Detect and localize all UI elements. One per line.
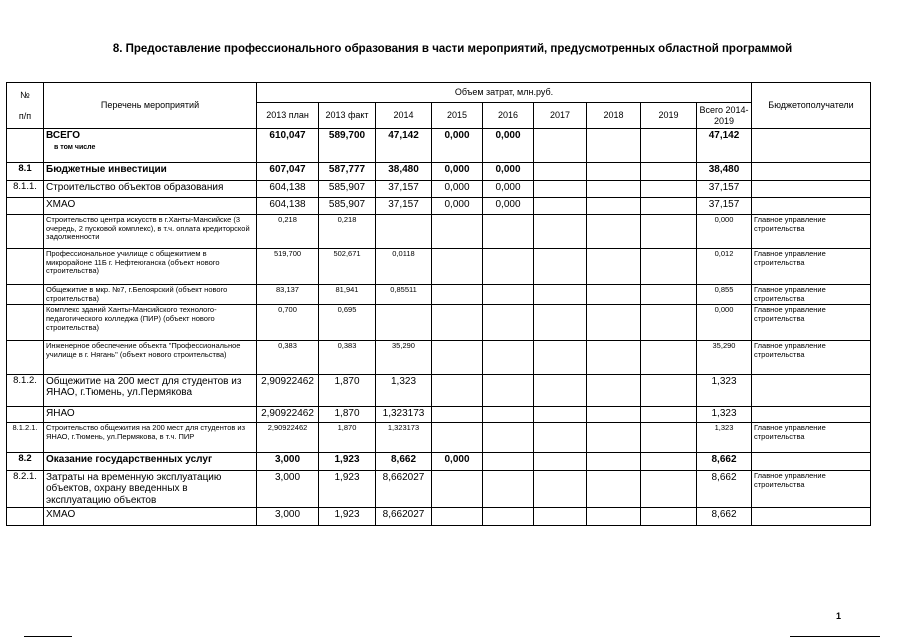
row-name: [44, 215, 257, 249]
value-cell: [534, 249, 587, 285]
row-name: [44, 181, 257, 198]
value-cell: [376, 215, 432, 249]
value-cell: [483, 407, 534, 423]
table-row: [7, 471, 871, 508]
row-name: [44, 375, 257, 407]
value-cell: 3,000: [257, 453, 319, 471]
table-row: [7, 375, 871, 407]
value-cell: [534, 215, 587, 249]
value-cell: [534, 341, 587, 375]
value-cell: 0,218: [319, 215, 376, 249]
value-cell: [641, 507, 697, 525]
row-name: [44, 507, 257, 525]
value-cell: [641, 198, 697, 215]
row-name-text: Оказание государственных услуг: [46, 454, 213, 466]
row-number: 8.1.2.: [7, 375, 44, 407]
value-cell: 0,000: [697, 215, 752, 249]
col-header-year: 2013 план: [257, 103, 319, 129]
value-cell: 610,047: [257, 129, 319, 163]
value-cell: [483, 453, 534, 471]
col-header-recipients: Бюджетополучатели: [752, 83, 871, 129]
table-row: [7, 407, 871, 423]
col-header-list: Перечень мероприятий: [44, 83, 257, 129]
value-cell: [587, 507, 641, 525]
row-name: [44, 198, 257, 215]
recipient-cell: [752, 407, 871, 423]
value-cell: 1,323: [376, 375, 432, 407]
footer-rule-left: [24, 636, 72, 637]
value-cell: [641, 249, 697, 285]
value-cell: [483, 285, 534, 305]
value-cell: 8,662: [697, 453, 752, 471]
value-cell: 8,662: [376, 453, 432, 471]
row-name: [44, 305, 257, 341]
row-name-text: Строительство центра искусств в г.Ханты-Мансийске (3 очередь, 2 пусковой комплекс), в т.ч. оплата кредиторской задолженности: [46, 215, 250, 242]
value-cell: [534, 375, 587, 407]
value-cell: [587, 129, 641, 163]
value-cell: [432, 249, 483, 285]
value-cell: 1,870: [319, 407, 376, 423]
row-number: [7, 198, 44, 215]
table-row: [7, 341, 871, 375]
value-cell: [534, 305, 587, 341]
value-cell: 0,000: [432, 181, 483, 198]
value-cell: 3,000: [257, 471, 319, 508]
col-header-year: 2019: [641, 103, 697, 129]
value-cell: [483, 423, 534, 453]
row-name: [44, 129, 257, 163]
row-number: 8.1: [7, 163, 44, 181]
value-cell: 37,157: [697, 198, 752, 215]
value-cell: [641, 407, 697, 423]
value-cell: 37,157: [697, 181, 752, 198]
value-cell: 2,90922462: [257, 423, 319, 453]
expenditure-table: [6, 82, 871, 526]
value-cell: 0,000: [483, 198, 534, 215]
value-cell: 1,870: [319, 423, 376, 453]
col-header-num: [7, 83, 44, 129]
table-row: [7, 198, 871, 215]
row-number: [7, 249, 44, 285]
col-header-year: 2014: [376, 103, 432, 129]
value-cell: 0,000: [483, 163, 534, 181]
num-label-top: №: [20, 90, 30, 101]
value-cell: 38,480: [697, 163, 752, 181]
col-header-year: 2017: [534, 103, 587, 129]
value-cell: [483, 341, 534, 375]
row-name: [44, 407, 257, 423]
value-cell: [641, 181, 697, 198]
row-name-text: Бюджетные инвестиции: [46, 164, 167, 175]
recipient-cell: [752, 198, 871, 215]
row-name: [44, 423, 257, 453]
value-cell: [587, 181, 641, 198]
value-cell: [534, 129, 587, 163]
value-cell: [587, 471, 641, 508]
value-cell: [587, 305, 641, 341]
value-cell: [641, 163, 697, 181]
value-cell: [483, 375, 534, 407]
row-number: [7, 507, 44, 525]
row-name-text: ЯНАО: [46, 408, 75, 420]
value-cell: [534, 423, 587, 453]
table-row: [7, 423, 871, 453]
value-cell: 0,000: [697, 305, 752, 341]
col-header-year: Всего 2014-2019: [697, 103, 752, 129]
value-cell: 0,85511: [376, 285, 432, 305]
table-row: [7, 129, 871, 163]
row-name: [44, 163, 257, 181]
value-cell: 47,142: [376, 129, 432, 163]
row-name-text: ХМАО: [46, 199, 76, 210]
value-cell: [641, 215, 697, 249]
row-name: [44, 453, 257, 471]
value-cell: 0,0118: [376, 249, 432, 285]
recipient-cell: [752, 163, 871, 181]
row-name: [44, 471, 257, 508]
row-subtitle: в том числе: [54, 144, 96, 152]
value-cell: [641, 285, 697, 305]
value-cell: 1,323: [697, 407, 752, 423]
value-cell: [641, 471, 697, 508]
table-row: [7, 453, 871, 471]
value-cell: [534, 163, 587, 181]
num-label-bottom: п/п: [18, 110, 32, 121]
value-cell: [534, 471, 587, 508]
row-number: [7, 407, 44, 423]
row-number: [7, 129, 44, 163]
value-cell: [534, 453, 587, 471]
row-number: [7, 215, 44, 249]
row-name: [44, 285, 257, 305]
value-cell: 0,218: [257, 215, 319, 249]
value-cell: [483, 249, 534, 285]
recipient-cell: [752, 129, 871, 163]
value-cell: [587, 453, 641, 471]
table-row: [7, 249, 871, 285]
value-cell: 585,907: [319, 198, 376, 215]
value-cell: [432, 407, 483, 423]
value-cell: [587, 423, 641, 453]
value-cell: [483, 305, 534, 341]
value-cell: 2,90922462: [257, 407, 319, 423]
value-cell: [432, 305, 483, 341]
row-number: 8.2.1.: [7, 471, 44, 508]
recipient-cell: [752, 181, 871, 198]
table-row: [7, 507, 871, 525]
value-cell: 0,695: [319, 305, 376, 341]
value-cell: [432, 341, 483, 375]
value-cell: [432, 375, 483, 407]
value-cell: [587, 249, 641, 285]
value-cell: 1,923: [319, 507, 376, 525]
row-name: [44, 249, 257, 285]
value-cell: [641, 375, 697, 407]
value-cell: [587, 215, 641, 249]
col-header-cost: Объем затрат, млн.руб.: [257, 83, 752, 103]
value-cell: 0,012: [697, 249, 752, 285]
value-cell: 604,138: [257, 198, 319, 215]
value-cell: [483, 215, 534, 249]
recipient-cell: [752, 507, 871, 525]
value-cell: 37,157: [376, 198, 432, 215]
row-name-text: Профессиональное училище с общежитием в микрорайоне 11Б г. Нефтеюганска (объект нового строительства): [46, 249, 220, 276]
value-cell: [432, 215, 483, 249]
recipient-cell: Главное управление строительства: [752, 305, 871, 341]
recipient-cell: [752, 453, 871, 471]
table-row: [7, 181, 871, 198]
row-number: [7, 341, 44, 375]
value-cell: [483, 471, 534, 508]
value-cell: [641, 129, 697, 163]
recipient-cell: [752, 375, 871, 407]
recipient-cell: Главное управление строительства: [752, 471, 871, 508]
value-cell: 0,000: [483, 181, 534, 198]
value-cell: 1,870: [319, 375, 376, 407]
value-cell: 607,047: [257, 163, 319, 181]
value-cell: 8,662: [697, 471, 752, 508]
value-cell: [432, 285, 483, 305]
value-cell: 0,000: [432, 453, 483, 471]
table-row: [7, 163, 871, 181]
row-name-text: Строительство общежития на 200 мест для студентов из ЯНАО, г.Тюмень, ул.Пермякова, в т.ч. ПИР: [46, 423, 246, 441]
value-cell: 8,662: [697, 507, 752, 525]
value-cell: 1,923: [319, 471, 376, 508]
recipient-cell: Главное управление строительства: [752, 423, 871, 453]
value-cell: [587, 341, 641, 375]
value-cell: 37,157: [376, 181, 432, 198]
row-name-text: Комплекс зданий Ханты-Мансийского технолого-педагогического колледжа (ПИР) (объект нового строительства): [46, 305, 217, 332]
value-cell: [432, 507, 483, 525]
value-cell: [641, 423, 697, 453]
value-cell: 0,000: [432, 198, 483, 215]
recipient-cell: Главное управление строительства: [752, 285, 871, 305]
value-cell: 35,290: [697, 341, 752, 375]
row-number: 8.1.1.: [7, 181, 44, 198]
value-cell: 0,000: [483, 129, 534, 163]
value-cell: [587, 163, 641, 181]
row-name: [44, 341, 257, 375]
value-cell: [432, 471, 483, 508]
value-cell: [587, 407, 641, 423]
value-cell: 8,662027: [376, 471, 432, 508]
value-cell: [534, 198, 587, 215]
row-name-text: Общежитие в мкр. №7, г.Белоярский (объект нового строительства): [46, 285, 228, 303]
value-cell: [534, 507, 587, 525]
table-row: [7, 305, 871, 341]
value-cell: [432, 423, 483, 453]
row-number: 8.1.2.1.: [7, 423, 44, 453]
value-cell: 2,90922462: [257, 375, 319, 407]
value-cell: [376, 305, 432, 341]
value-cell: 585,907: [319, 181, 376, 198]
value-cell: [534, 407, 587, 423]
value-cell: 8,662027: [376, 507, 432, 525]
value-cell: 502,671: [319, 249, 376, 285]
row-name-text: Инженерное обеспечение объекта "Профессиональное училище в г. Нягань" (объект нового строительства): [46, 341, 241, 359]
value-cell: 0,000: [432, 163, 483, 181]
recipient-cell: Главное управление строительства: [752, 249, 871, 285]
value-cell: [534, 285, 587, 305]
value-cell: [641, 305, 697, 341]
value-cell: [587, 285, 641, 305]
recipient-cell: Главное управление строительства: [752, 341, 871, 375]
value-cell: 0,383: [319, 341, 376, 375]
row-name-text: ХМАО: [46, 508, 76, 520]
value-cell: 0,700: [257, 305, 319, 341]
value-cell: 1,323173: [376, 423, 432, 453]
value-cell: 3,000: [257, 507, 319, 525]
row-number: [7, 305, 44, 341]
value-cell: 1,323173: [376, 407, 432, 423]
value-cell: 0,383: [257, 341, 319, 375]
row-number: 8.2: [7, 453, 44, 471]
value-cell: 35,290: [376, 341, 432, 375]
col-header-year: 2016: [483, 103, 534, 129]
row-name-text: Затраты на временную эксплуатацию объектов, охрану введенных в эксплуатацию объектов: [46, 472, 222, 506]
recipient-cell: Главное управление строительства: [752, 215, 871, 249]
value-cell: [587, 198, 641, 215]
value-cell: 81,941: [319, 285, 376, 305]
row-number: [7, 285, 44, 305]
value-cell: [534, 181, 587, 198]
page-title: 8. Предоставление профессионального образования в части мероприятий, предусмотренных областной программой: [112, 43, 793, 55]
footer-rule-right: [790, 636, 880, 637]
value-cell: 83,137: [257, 285, 319, 305]
col-header-year: 2013 факт: [319, 103, 376, 129]
value-cell: 1,323: [697, 423, 752, 453]
value-cell: [483, 507, 534, 525]
value-cell: [587, 375, 641, 407]
row-name-text: Общежитие на 200 мест для студентов из ЯНАО, г.Тюмень, ул.Пермякова: [46, 376, 242, 399]
value-cell: 1,323: [697, 375, 752, 407]
row-name-text: Строительство объектов образования: [46, 182, 224, 193]
value-cell: 0,855: [697, 285, 752, 305]
value-cell: 519,700: [257, 249, 319, 285]
value-cell: 604,138: [257, 181, 319, 198]
value-cell: 589,700: [319, 129, 376, 163]
col-header-year: 2018: [587, 103, 641, 129]
page-number: 1: [836, 611, 842, 621]
value-cell: 0,000: [432, 129, 483, 163]
value-cell: 1,923: [319, 453, 376, 471]
value-cell: 47,142: [697, 129, 752, 163]
table-row: [7, 285, 871, 305]
value-cell: 587,777: [319, 163, 376, 181]
value-cell: [641, 341, 697, 375]
row-name-text: ВСЕГО: [46, 130, 81, 141]
table-row: [7, 215, 871, 249]
col-header-year: 2015: [432, 103, 483, 129]
value-cell: 38,480: [376, 163, 432, 181]
value-cell: [641, 453, 697, 471]
